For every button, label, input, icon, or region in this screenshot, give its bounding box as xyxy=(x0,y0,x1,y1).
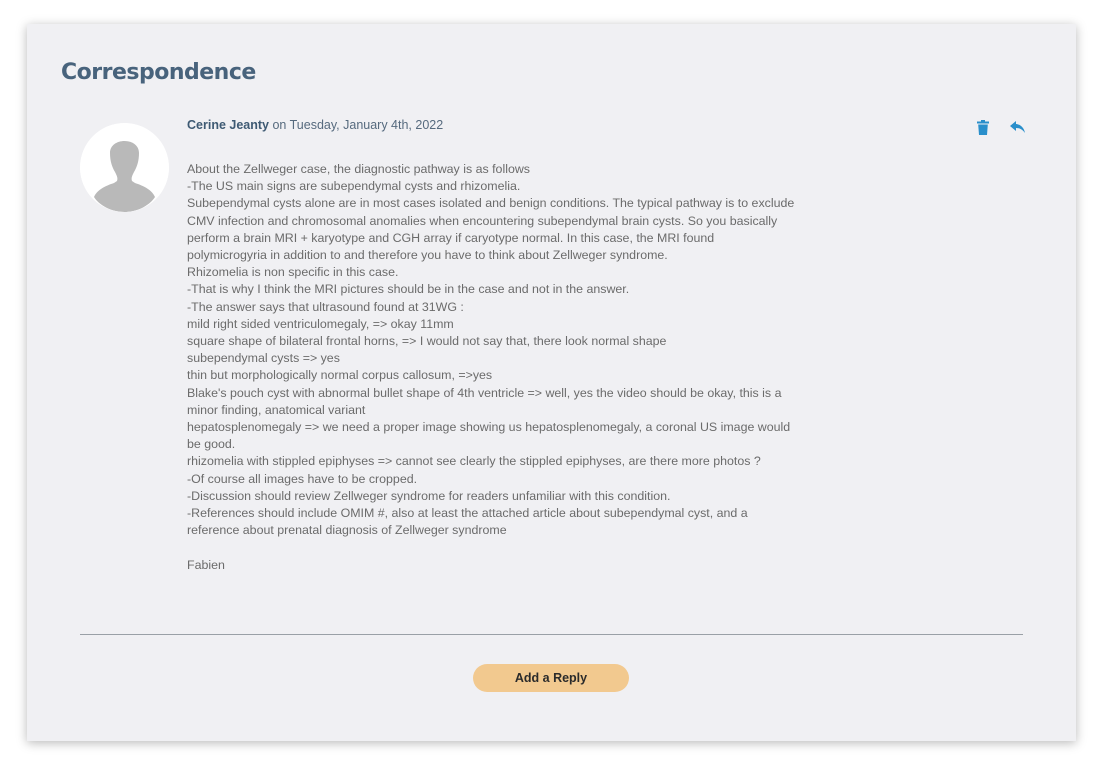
comment-meta xyxy=(187,118,443,132)
comment-author[interactable]: Cerine Jeanty xyxy=(187,118,269,132)
comment-signature: Fabien xyxy=(187,557,225,572)
avatar xyxy=(80,123,169,212)
comment-line: square shape of bilateral frontal horns, => I would not say that, there look normal shape xyxy=(187,334,667,349)
comment-line xyxy=(187,539,797,556)
correspondence-card xyxy=(27,24,1076,741)
comment-line: hepatosplenomegaly => we need a proper image showing us hepatosplenomegaly, a coronal US image would be good. xyxy=(187,420,791,452)
comment-line: -The answer says that ultrasound found at 31WG : xyxy=(187,299,464,314)
delete-button[interactable] xyxy=(974,118,992,136)
comment-body xyxy=(187,161,797,574)
divider xyxy=(80,634,1023,635)
comment-line: mild right sided ventriculomegaly, => okay 11mm xyxy=(187,316,454,331)
comment-actions xyxy=(974,118,1026,136)
comment-line: Subependymal cysts alone are in most cases isolated and benign conditions. The typical pathway is to exclude CMV infection and chromosomal anomalies when encountering subependymal brain cysts. So you basically perform a brain MRI + karyotype and CGH array if caryotype normal. In this case, the MRI found polymicrogyria in addition to and therefore you have to think about Zellweger syndrome. xyxy=(187,196,795,263)
reply-arrow-icon xyxy=(1010,121,1025,133)
comment-line: -References should include OMIM #, also at least the attached article about subependymal cyst, and a reference about prenatal diagnosis of Zellweger syndrome xyxy=(187,506,748,538)
default-user-silhouette-icon xyxy=(80,123,169,212)
comment-line: subependymal cysts => yes xyxy=(187,351,340,366)
comment-line: -That is why I think the MRI pictures should be in the case and not in the answer. xyxy=(187,282,630,297)
page-title: Correspondence xyxy=(61,60,256,85)
add-reply-button[interactable]: Add a Reply xyxy=(473,664,629,692)
reply-icon-button[interactable] xyxy=(1008,118,1026,136)
comment-line: rhizomelia with stippled epiphyses => cannot see clearly the stippled epiphyses, are there more photos ? xyxy=(187,454,761,469)
comment-line: Blake's pouch cyst with abnormal bullet shape of 4th ventricle => well, yes the video should be okay, this is a minor finding, anatomical variant xyxy=(187,385,782,417)
comment-line: About the Zellweger case, the diagnostic pathway is as follows xyxy=(187,162,530,176)
comment-date: on Tuesday, January 4th, 2022 xyxy=(272,118,444,132)
comment-line: Rhizomelia is non specific in this case. xyxy=(187,265,399,280)
comment-line: thin but morphologically normal corpus callosum, =>yes xyxy=(187,368,493,383)
comment-line: -Of course all images have to be cropped. xyxy=(187,471,418,486)
comment-line: -The US main signs are subependymal cysts and rhizomelia. xyxy=(187,179,521,194)
trash-icon xyxy=(977,120,989,135)
comment-line: -Discussion should review Zellweger syndrome for readers unfamiliar with this condition. xyxy=(187,488,671,503)
